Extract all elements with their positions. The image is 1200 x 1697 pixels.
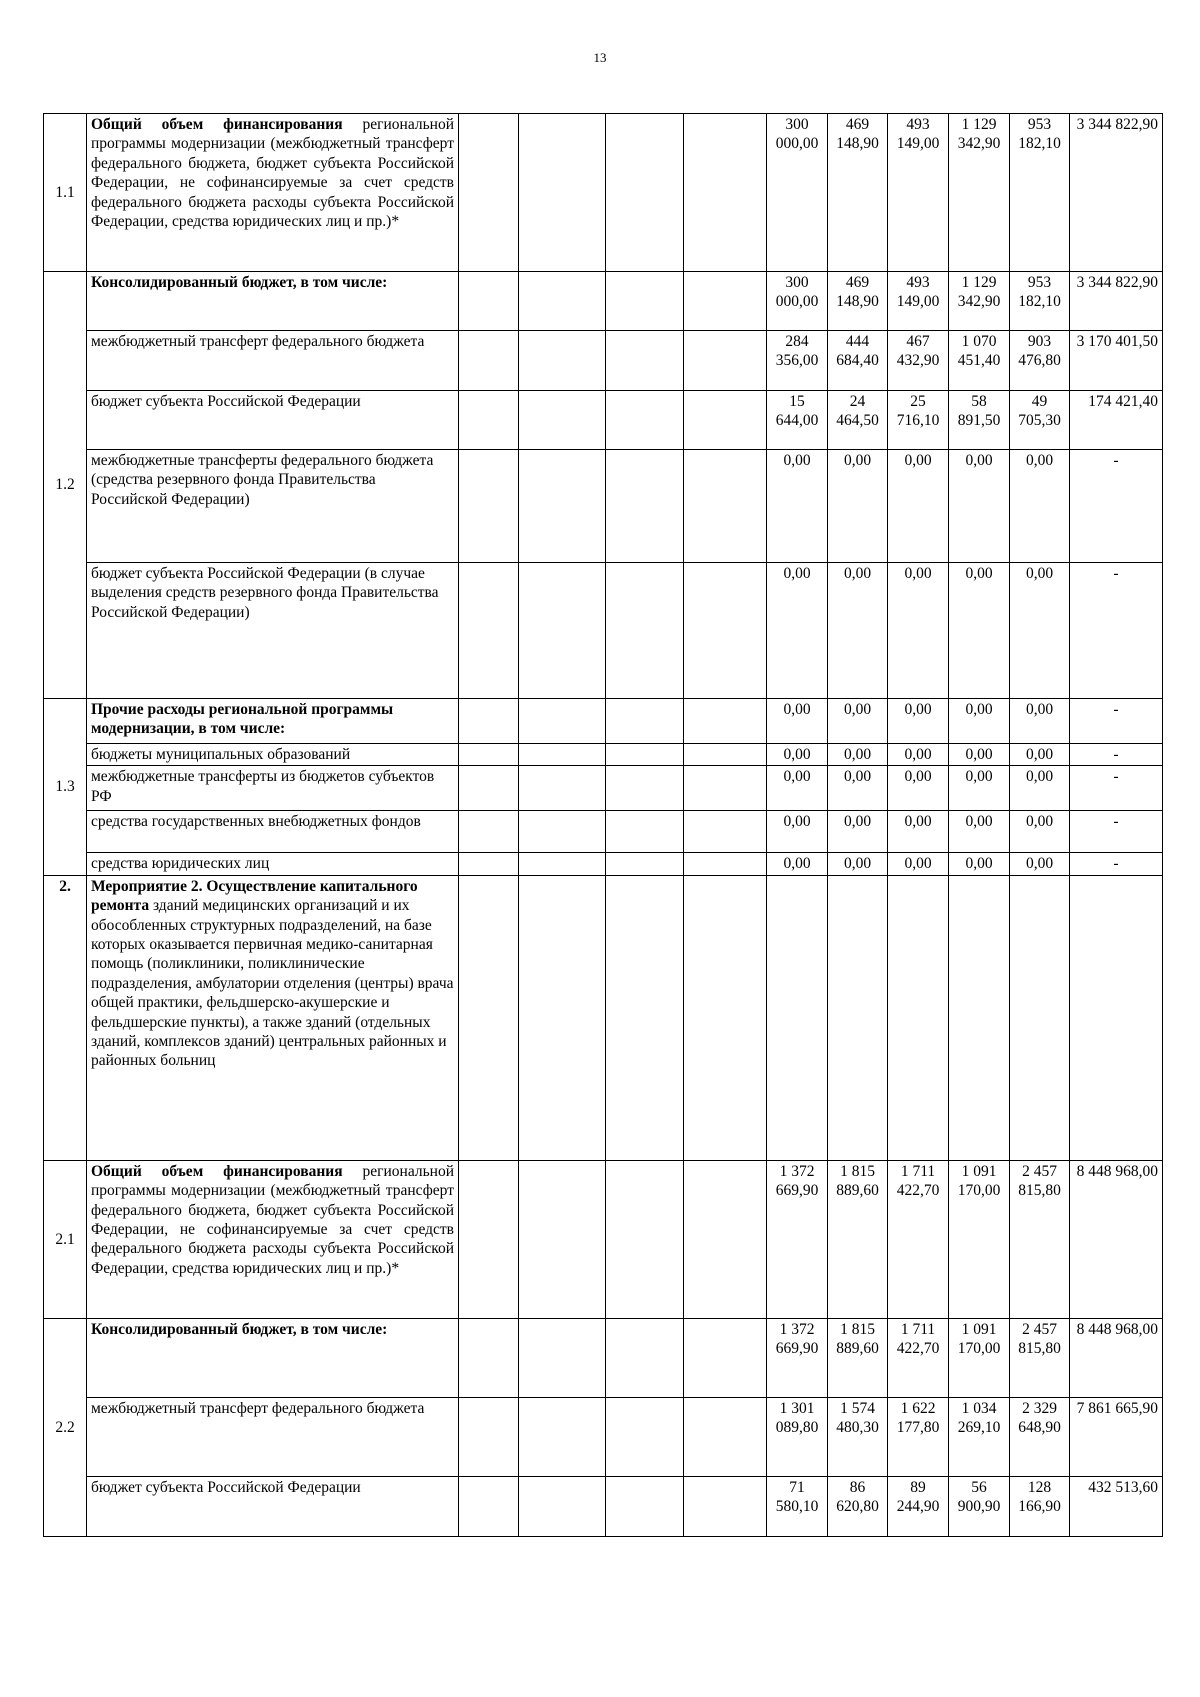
year-value: 0,00 — [888, 853, 949, 875]
empty-cell — [606, 1160, 684, 1318]
description-text: межбюджетные трансферты из бюджетов субъектов РФ — [91, 768, 435, 805]
year-value: 0,00 — [949, 699, 1010, 744]
year-value: 0,00 — [1010, 766, 1070, 811]
row-description — [87, 563, 459, 699]
year-value: 1 091 170,00 — [949, 1160, 1010, 1318]
empty-cell — [606, 744, 684, 766]
empty-cell — [606, 699, 684, 744]
row-description — [87, 853, 459, 875]
year-value: 953 182,10 — [1010, 114, 1070, 272]
year-value: 128 166,90 — [1010, 1476, 1070, 1536]
year-value: 1 574 480,30 — [828, 1397, 888, 1476]
year-value: 0,00 — [1010, 744, 1070, 766]
table-row — [44, 1160, 1163, 1318]
empty-cell — [684, 744, 767, 766]
year-value: 0,00 — [828, 766, 888, 811]
description-bold: Консолидированный бюджет, в том числе: — [91, 274, 388, 291]
year-value: 953 182,10 — [1010, 272, 1070, 331]
table-row — [44, 563, 1163, 699]
year-value: 1 815 889,60 — [828, 1160, 888, 1318]
year-value: 0,00 — [888, 811, 949, 853]
row-description — [87, 114, 459, 272]
row-description — [87, 1476, 459, 1536]
empty-cell — [606, 450, 684, 563]
year-value: 1 372 669,90 — [767, 1160, 828, 1318]
year-value: 25 716,10 — [888, 391, 949, 450]
row-number: 1.2 — [44, 272, 87, 699]
year-value: 0,00 — [767, 563, 828, 699]
year-value: 0,00 — [767, 811, 828, 853]
description-bold: Мероприятие 2. Осуществление капитального ремонта — [91, 877, 418, 915]
row-total: - — [1070, 853, 1163, 875]
row-description — [87, 1397, 459, 1476]
empty-cell — [459, 699, 519, 744]
year-value: 493 149,00 — [888, 114, 949, 272]
row-total: - — [1070, 699, 1163, 744]
year-value: 0,00 — [828, 699, 888, 744]
year-value: 0,00 — [1010, 450, 1070, 563]
empty-cell — [459, 1318, 519, 1397]
year-value: 300 000,00 — [767, 114, 828, 272]
empty-cell — [684, 853, 767, 875]
description-text: бюджеты муниципальных образований — [91, 746, 351, 763]
table-row — [44, 1397, 1163, 1476]
year-value: 0,00 — [949, 766, 1010, 811]
year-value: 0,00 — [767, 766, 828, 811]
table-row — [44, 699, 1163, 744]
row-total: 3 344 822,90 — [1070, 114, 1163, 272]
year-value: 0,00 — [888, 744, 949, 766]
empty-cell — [459, 331, 519, 391]
year-value: 0,00 — [767, 699, 828, 744]
year-value: 0,00 — [888, 766, 949, 811]
empty-cell — [459, 1160, 519, 1318]
row-number: 2.2 — [44, 1318, 87, 1536]
year-value: 0,00 — [1010, 563, 1070, 699]
row-description — [87, 744, 459, 766]
description-text: средства государственных внебюджетных фондов — [91, 813, 421, 831]
empty-cell — [606, 811, 684, 853]
year-value: 1 034 269,10 — [949, 1397, 1010, 1476]
year-value: 0,00 — [949, 811, 1010, 853]
row-total: 174 421,40 — [1070, 391, 1163, 450]
year-value: 2 329 648,90 — [1010, 1397, 1070, 1476]
year-value: 0,00 — [828, 811, 888, 853]
year-value: 1 372 669,90 — [767, 1318, 828, 1397]
year-value: 2 457 815,80 — [1010, 1160, 1070, 1318]
row-total: - — [1070, 450, 1163, 563]
empty-cell — [684, 563, 767, 699]
description-bold: Прочие расходы региональной программы модернизации, в том числе: — [91, 701, 394, 738]
table-row — [44, 875, 1163, 1160]
year-value: 0,00 — [888, 699, 949, 744]
row-total: 3 344 822,90 — [1070, 272, 1163, 331]
empty-cell — [519, 114, 606, 272]
empty-cell — [459, 1397, 519, 1476]
empty-cell — [459, 853, 519, 875]
empty-cell — [519, 699, 606, 744]
row-description — [87, 766, 459, 811]
description-text: межбюджетный трансферт федерального бюджета — [91, 1399, 425, 1417]
description-text: бюджет субъекта Российской Федерации — [91, 1478, 361, 1496]
year-value: 2 457 815,80 — [1010, 1318, 1070, 1397]
empty-cell — [606, 1318, 684, 1397]
year-value: 24 464,50 — [828, 391, 888, 450]
empty-cell — [519, 391, 606, 450]
empty-cell — [684, 875, 767, 1160]
row-description — [87, 699, 459, 744]
description-text: региональной программы модернизации (межбюджетный трансферт федерального бюджета, бюджет субъекта Российской Федерации, не софинансируемые за счет средств федерального бюджета расходы субъекта Российской Федерации, средства юридических лиц и пр.)* — [91, 1162, 454, 1277]
description-text: межбюджетный трансферт федерального бюджета — [91, 333, 425, 350]
empty-cell — [519, 744, 606, 766]
empty-cell — [519, 766, 606, 811]
year-value: 0,00 — [767, 853, 828, 875]
year-value: 1 815 889,60 — [828, 1318, 888, 1397]
year-value: 0,00 — [1010, 811, 1070, 853]
empty-cell — [684, 391, 767, 450]
empty-cell — [684, 272, 767, 331]
empty-cell — [459, 875, 519, 1160]
empty-cell — [684, 699, 767, 744]
year-value: 1 129 342,90 — [949, 272, 1010, 331]
row-total: 432 513,60 — [1070, 1476, 1163, 1536]
empty-cell — [684, 331, 767, 391]
row-total: - — [1070, 744, 1163, 766]
financing-table — [43, 113, 1163, 1537]
row-total: 8 448 968,00 — [1070, 1160, 1163, 1318]
empty-cell — [684, 766, 767, 811]
row-total: 7 861 665,90 — [1070, 1397, 1163, 1476]
table-row — [44, 450, 1163, 563]
row-description — [87, 391, 459, 450]
empty-cell — [606, 391, 684, 450]
year-value — [767, 875, 828, 1160]
table-row — [44, 811, 1163, 853]
description-text: бюджет субъекта Российской Федерации — [91, 393, 361, 410]
empty-cell — [606, 563, 684, 699]
row-total — [1070, 875, 1163, 1160]
year-value: 0,00 — [828, 853, 888, 875]
row-total: - — [1070, 766, 1163, 811]
table-row — [44, 272, 1163, 331]
year-value: 0,00 — [828, 563, 888, 699]
empty-cell — [606, 114, 684, 272]
year-value: 1 129 342,90 — [949, 114, 1010, 272]
table-row — [44, 1476, 1163, 1536]
empty-cell — [684, 811, 767, 853]
empty-cell — [519, 331, 606, 391]
row-total: 8 448 968,00 — [1070, 1318, 1163, 1397]
empty-cell — [684, 450, 767, 563]
table-row — [44, 766, 1163, 811]
year-value: 0,00 — [949, 744, 1010, 766]
year-value: 0,00 — [767, 450, 828, 563]
table-row — [44, 744, 1163, 766]
row-number: 2. — [44, 875, 87, 1160]
year-value: 86 620,80 — [828, 1476, 888, 1536]
description-text: бюджет субъекта Российской Федерации (в случае выделения средств резервного фонда Правительства Российской Федерации) — [91, 565, 439, 621]
year-value: 1 070 451,40 — [949, 331, 1010, 391]
year-value: 0,00 — [949, 450, 1010, 563]
description-text: региональной программы модернизации (межбюджетный трансферт федерального бюджета, бюджет субъекта Российской Федерации, не софинансируемые за счет средств федерального бюджета расходы субъекта Российской Федерации, средства юридических лиц и пр.)* — [91, 116, 454, 231]
empty-cell — [606, 853, 684, 875]
empty-cell — [519, 1397, 606, 1476]
year-value: 903 476,80 — [1010, 331, 1070, 391]
row-description — [87, 272, 459, 331]
table-row — [44, 391, 1163, 450]
empty-cell — [459, 1476, 519, 1536]
year-value — [828, 875, 888, 1160]
description-text: средства юридических лиц — [91, 855, 270, 873]
table-row — [44, 331, 1163, 391]
row-total: 3 170 401,50 — [1070, 331, 1163, 391]
year-value: 493 149,00 — [888, 272, 949, 331]
year-value: 0,00 — [888, 563, 949, 699]
description-text: межбюджетные трансферты федерального бюджета (средства резервного фонда Правительства Российской Федерации) — [91, 452, 434, 508]
year-value: 0,00 — [828, 744, 888, 766]
year-value: 0,00 — [888, 450, 949, 563]
row-description — [87, 1318, 459, 1397]
empty-cell — [606, 766, 684, 811]
empty-cell — [606, 1476, 684, 1536]
table-row — [44, 853, 1163, 875]
row-description — [87, 1160, 459, 1318]
description-bold: Общий объем финансирования — [91, 116, 343, 133]
empty-cell — [606, 1397, 684, 1476]
year-value: 56 900,90 — [949, 1476, 1010, 1536]
year-value: 71 580,10 — [767, 1476, 828, 1536]
empty-cell — [519, 1318, 606, 1397]
year-value — [1010, 875, 1070, 1160]
empty-cell — [459, 811, 519, 853]
year-value: 284 356,00 — [767, 331, 828, 391]
year-value: 1 091 170,00 — [949, 1318, 1010, 1397]
empty-cell — [519, 272, 606, 331]
description-bold: Консолидированный бюджет, в том числе: — [91, 1320, 388, 1338]
year-value: 0,00 — [1010, 699, 1070, 744]
row-number: 1.1 — [44, 114, 87, 272]
empty-cell — [459, 744, 519, 766]
year-value: 0,00 — [949, 853, 1010, 875]
year-value: 467 432,90 — [888, 331, 949, 391]
empty-cell — [684, 1318, 767, 1397]
year-value: 300 000,00 — [767, 272, 828, 331]
year-value: 0,00 — [949, 563, 1010, 699]
year-value: 1 711 422,70 — [888, 1160, 949, 1318]
empty-cell — [519, 450, 606, 563]
empty-cell — [519, 853, 606, 875]
row-description — [87, 875, 459, 1160]
empty-cell — [519, 1160, 606, 1318]
empty-cell — [606, 875, 684, 1160]
year-value: 49 705,30 — [1010, 391, 1070, 450]
description-text: зданий медицинских организаций и их обособленных структурных подразделений, на базе которых оказывается первичная медико-санитарная помощь (поликлиники, поликлинические подразделения, амбулатории отделения (центры) врача общей практики, фельдшерско-акушерские и фельдшерские пункты), а также зданий (отдельных зданий, комплексов зданий) центральных районных и районных больниц — [91, 897, 454, 1070]
row-number: 2.1 — [44, 1160, 87, 1318]
empty-cell — [459, 272, 519, 331]
row-description — [87, 811, 459, 853]
year-value: 0,00 — [828, 450, 888, 563]
year-value — [888, 875, 949, 1160]
year-value: 1 711 422,70 — [888, 1318, 949, 1397]
empty-cell — [459, 450, 519, 563]
empty-cell — [459, 391, 519, 450]
year-value — [949, 875, 1010, 1160]
row-total: - — [1070, 563, 1163, 699]
row-total: - — [1070, 811, 1163, 853]
row-description — [87, 450, 459, 563]
year-value: 469 148,90 — [828, 114, 888, 272]
empty-cell — [459, 114, 519, 272]
year-value: 444 684,40 — [828, 331, 888, 391]
empty-cell — [459, 563, 519, 699]
empty-cell — [519, 811, 606, 853]
empty-cell — [684, 1397, 767, 1476]
empty-cell — [519, 563, 606, 699]
year-value: 89 244,90 — [888, 1476, 949, 1536]
year-value: 1 622 177,80 — [888, 1397, 949, 1476]
year-value: 58 891,50 — [949, 391, 1010, 450]
row-description — [87, 331, 459, 391]
empty-cell — [684, 1160, 767, 1318]
empty-cell — [684, 1476, 767, 1536]
year-value: 0,00 — [1010, 853, 1070, 875]
table-row — [44, 1318, 1163, 1397]
year-value: 1 301 089,80 — [767, 1397, 828, 1476]
year-value: 15 644,00 — [767, 391, 828, 450]
year-value: 0,00 — [767, 744, 828, 766]
table-row — [44, 114, 1163, 272]
empty-cell — [684, 114, 767, 272]
empty-cell — [606, 272, 684, 331]
row-number: 1.3 — [44, 699, 87, 876]
year-value: 469 148,90 — [828, 272, 888, 331]
page-number: 13 — [593, 50, 607, 65]
empty-cell — [519, 875, 606, 1160]
empty-cell — [459, 766, 519, 811]
description-bold: Общий объем финансирования — [91, 1162, 343, 1180]
empty-cell — [519, 1476, 606, 1536]
empty-cell — [606, 331, 684, 391]
